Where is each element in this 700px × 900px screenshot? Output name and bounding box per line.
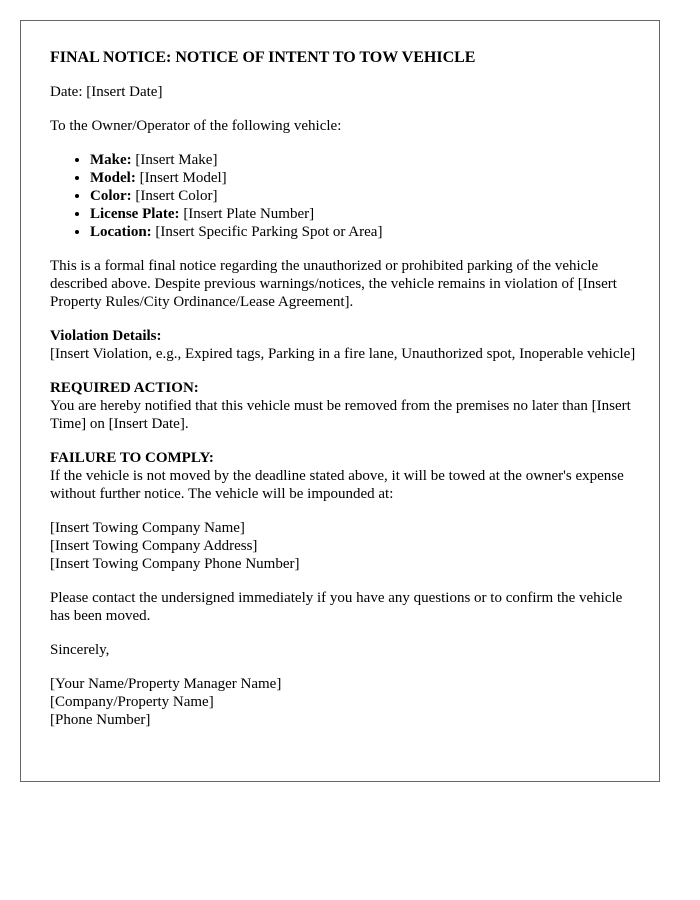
towing-company-block [50,519,640,573]
detail-value: [Insert Plate Number] [179,206,315,222]
failure-heading: FAILURE TO COMPLY: [50,450,214,466]
detail-label: Color: [90,188,132,204]
date-line: Date: [Insert Date] [50,84,163,100]
detail-label: Make: [90,152,132,168]
vehicle-detail-license-plate [90,205,640,223]
vehicle-detail-model [90,169,640,187]
detail-value: [Insert Color] [131,188,218,204]
salutation: To the Owner/Operator of the following vehicle: [50,118,342,134]
detail-value: [Insert Make] [131,152,218,168]
signature-block [50,675,640,729]
detail-label: Location: [90,224,152,240]
required-action-section [50,379,640,433]
vehicle-detail-color [90,187,640,205]
required-action-heading: REQUIRED ACTION: [50,380,199,396]
signature-company: [Company/Property Name] [50,694,214,710]
vehicle-details-list [50,151,640,241]
towing-company-name: [Insert Towing Company Name] [50,520,245,536]
signature-phone: [Phone Number] [50,712,151,728]
violation-heading: Violation Details: [50,328,162,344]
document-body [50,49,640,745]
violation-text: [Insert Violation, e.g., Expired tags, Parking in a fire lane, Unauthorized spot, Inoperable vehicle] [50,346,636,362]
contact-paragraph: Please contact the undersigned immediately if you have any questions or to confirm the vehicle has been moved. [50,590,623,624]
document-title: FINAL NOTICE: NOTICE OF INTENT TO TOW VEHICLE [50,49,476,66]
towing-company-address: [Insert Towing Company Address] [50,538,258,554]
failure-text: If the vehicle is not moved by the deadline stated above, it will be towed at the owner's expense without further notice. The vehicle will be impounded at: [50,468,624,502]
failure-section [50,449,640,503]
detail-value: [Insert Model] [135,170,227,186]
required-action-text: You are hereby notified that this vehicle must be removed from the premises no later than [Insert Time] on [Insert Date]. [50,398,631,432]
towing-company-phone: [Insert Towing Company Phone Number] [50,556,300,572]
detail-value: [Insert Specific Parking Spot or Area] [151,224,383,240]
closing: Sincerely, [50,642,110,658]
document-frame [20,20,660,782]
violation-section [50,327,640,363]
detail-label: License Plate: [90,206,180,222]
intro-paragraph: This is a formal final notice regarding the unauthorized or prohibited parking of the vehicle described above. Despite previous warnings/notices, the vehicle remains in violation of [Insert Property Rules/City Ordinance/Lease Agreement]. [50,258,617,310]
signature-name: [Your Name/Property Manager Name] [50,676,282,692]
detail-label: Model: [90,170,136,186]
vehicle-detail-make [90,151,640,169]
vehicle-detail-location [90,223,640,241]
